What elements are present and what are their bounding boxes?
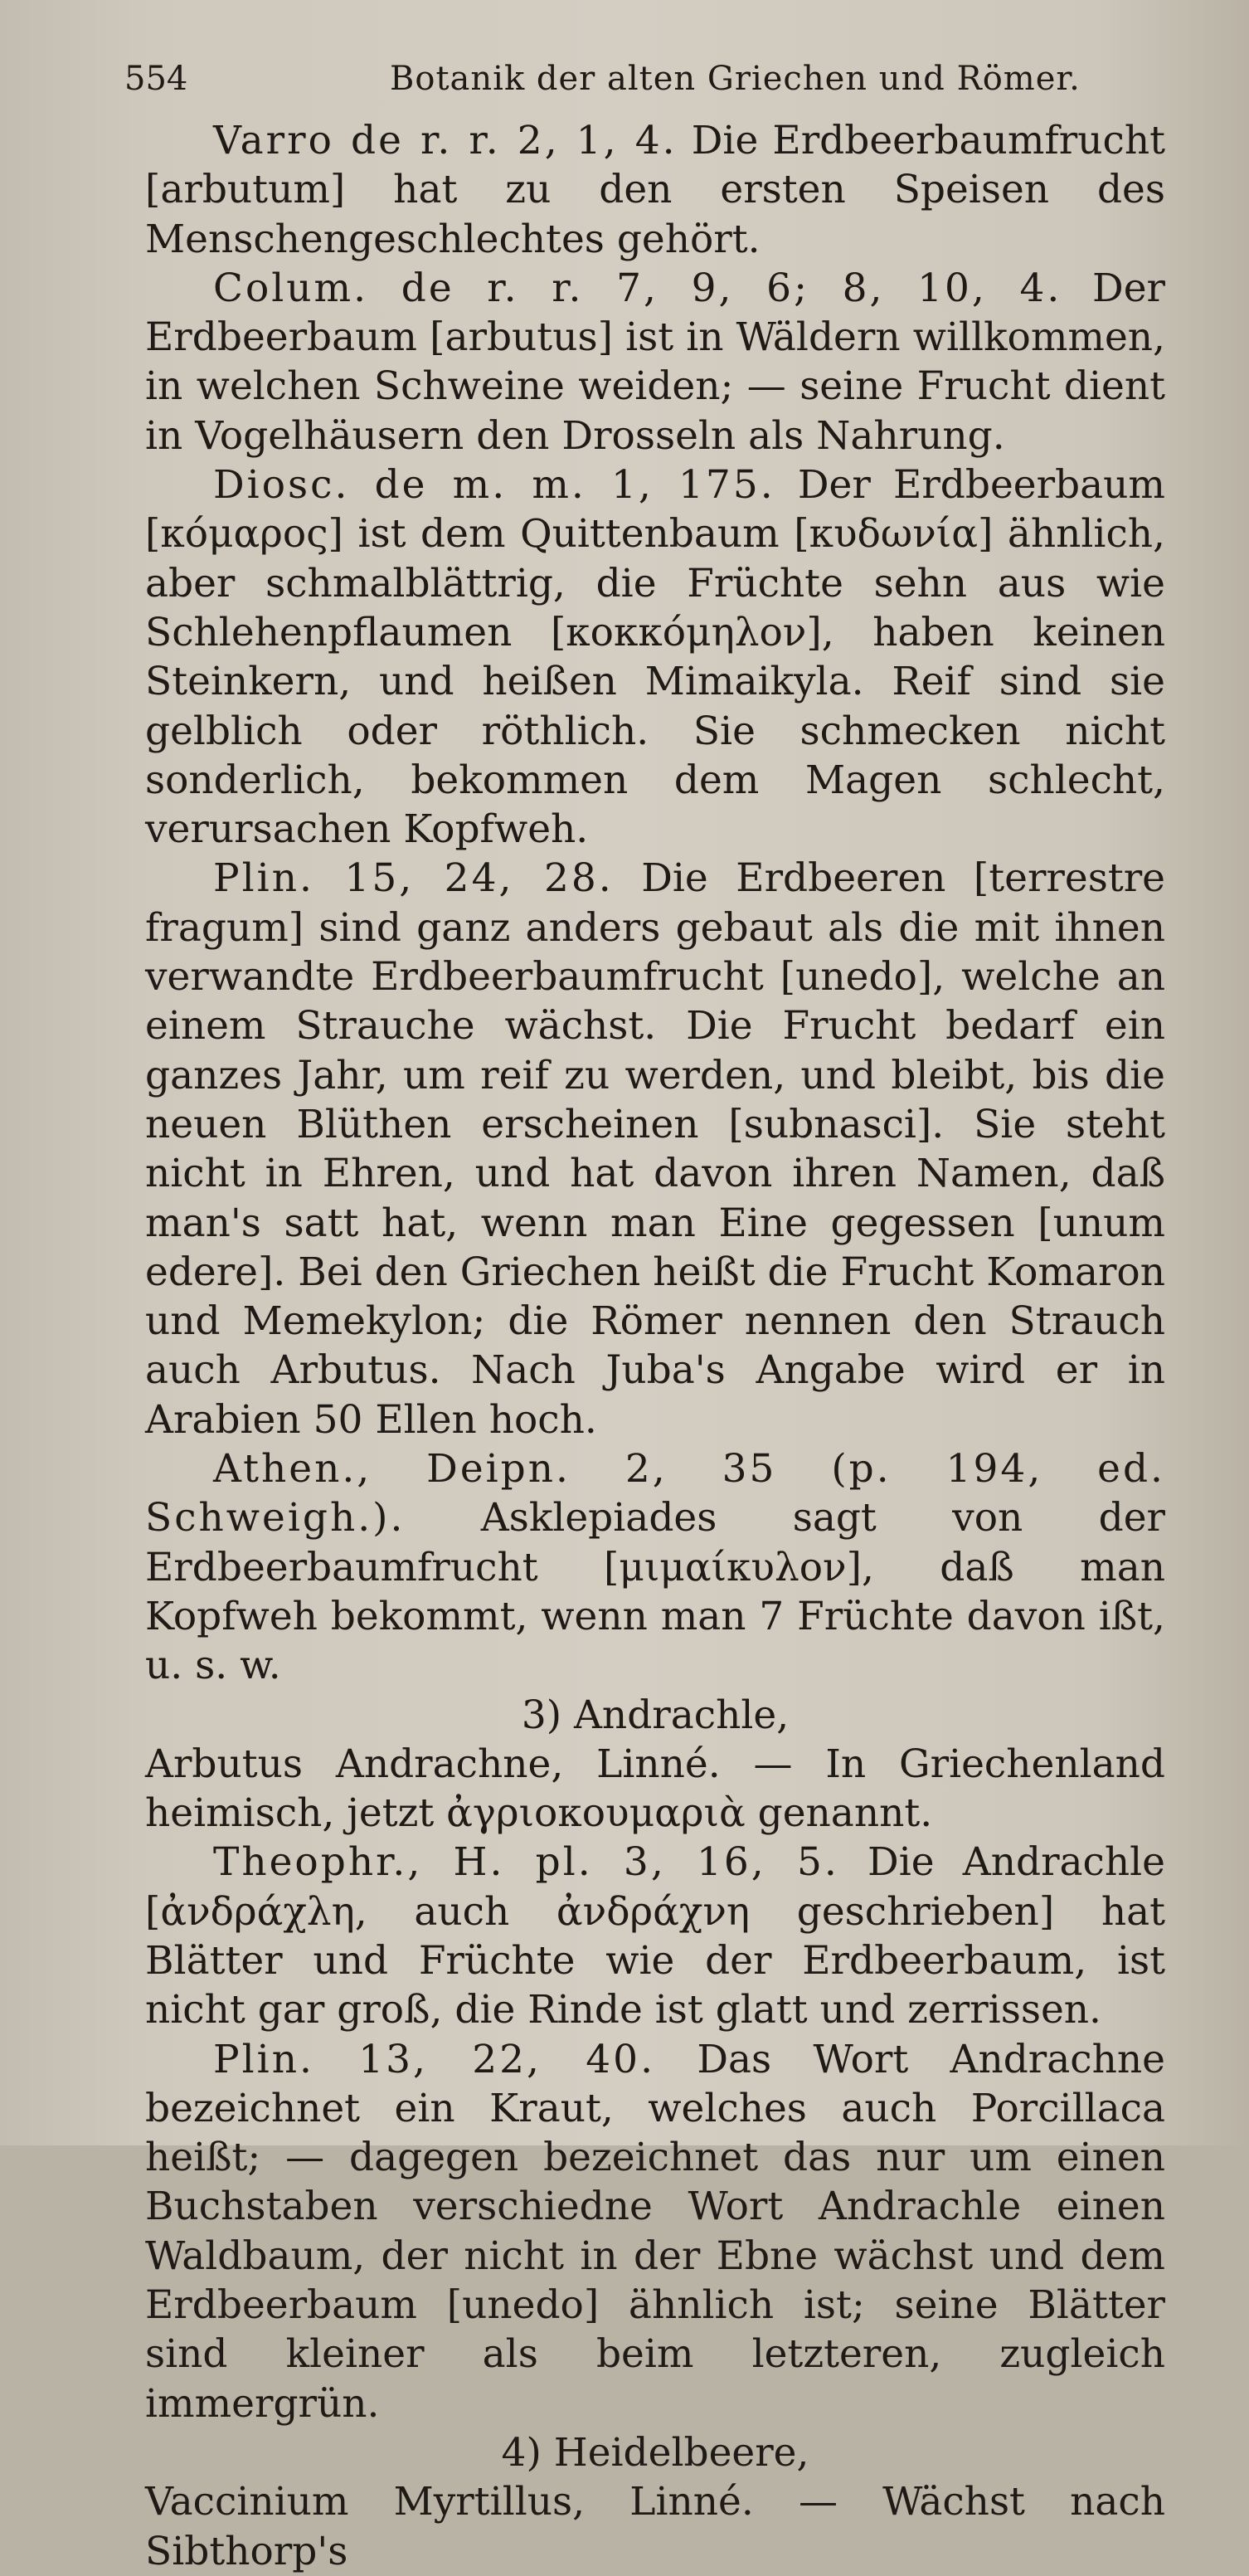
section-intro-heidelbeere: Vaccinium Myrtillus, Linné. — Wächst nach Sibthorp's bbox=[145, 2479, 1165, 2574]
citation: Athen., Deipn. 2, 35 (p. 194, ed. Schweigh.). bbox=[145, 1446, 1165, 1541]
paragraph-text: Asklepiades sagt von der Erdbeerbaumfrucht [μιμαίκυλον], daß man Kopfweh bekommt, wenn man 7 Früchte davon ißt, u. s. w. bbox=[145, 1495, 1165, 1689]
paragraph-varro bbox=[145, 116, 1165, 264]
paragraph-plin bbox=[145, 854, 1165, 1444]
paragraph-plin-13 bbox=[145, 2035, 1165, 2428]
citation: Colum. de r. r. 7, 9, 6; 8, 10, 4. bbox=[213, 265, 1062, 311]
citation: Diosc. de m. m. 1, 175. bbox=[213, 462, 775, 509]
citation: Plin. 15, 24, 28. bbox=[213, 855, 614, 902]
citation: Plin. 13, 22, 40. bbox=[213, 2036, 656, 2082]
page-body bbox=[145, 116, 1165, 2576]
section-heading-andrachle: 3) Andrachle, bbox=[521, 1692, 790, 1738]
paragraph-text: Die Erdbeeren [terrestre fragum] sind ganz anders gebaut als die mit ihnen verwandte Erdbeerbaumfrucht [unedo], welche an einem Strauche wächst. Die Frucht bedarf ein ganzes Jahr, um reif zu werden, und bleibt, bis die neuen Blüthen erscheinen [subnasci]. Sie steht nicht in Ehren, und hat davon ihren Namen, daß man's satt hat, wenn man Eine gegessen [unum edere]. Bei den Griechen heißt die Frucht Komaron und Memekylon; die Römer nennen den Strauch auch Arbutus. Nach Juba's Angabe wird er in Arabien 50 Ellen hoch. bbox=[145, 855, 1165, 1443]
paragraph-diosc bbox=[145, 460, 1165, 854]
paragraph-text: Der Erdbeerbaum [κόμαρος] ist dem Quittenbaum [κυδωνία] ähnlich, aber schmalblättrig, die Früchte sehn aus wie Schlehenpflaumen [κοκκόμηλον], haben keinen Steinkern, und heißen Mimaikyla. Reif sind sie gelblich oder röthlich. Sie schmecken nicht sonderlich, bekommen dem Magen schlecht, verursachen Kopfweh. bbox=[145, 462, 1165, 853]
paragraph-athen bbox=[145, 1444, 1165, 1690]
paragraph-text: Die Erdbeerbaumfrucht [arbutum] hat zu den ersten Speisen des Menschengeschlechtes gehört. bbox=[145, 118, 1166, 262]
citation: Varro de r. r. 2, 1, 4. bbox=[213, 118, 678, 163]
citation: Theophr., H. pl. 3, 16, 5. bbox=[213, 1839, 839, 1886]
paragraph-text: Die Andrachle [ἀνδράχλη, auch ἀνδράχνη geschrieben] hat Blätter und Früchte wie der Erdbeerbaum, ist nicht gar groß, die Rinde ist glatt und zerrissen. bbox=[145, 1839, 1165, 2033]
paragraph-text: Das Wort Andrachne bezeichnet ein Kraut, welches auch Porcillaca heißt; — dagegen bezeichnet das nur um einen Buchstaben verschiedne Wort Andrachle einen Waldbaum, der nicht in der Ebne wächst und dem Erdbeerbaum [unedo] ähnlich ist; seine Blätter sind kleiner als beim letzteren, zugleich immergrün. bbox=[145, 2036, 1165, 2427]
page-number: 554 bbox=[124, 60, 188, 98]
page-header bbox=[124, 51, 1153, 101]
running-title: Botanik der alten Griechen und Römer. bbox=[390, 60, 1081, 98]
paragraph-colum bbox=[145, 264, 1165, 460]
paragraph-text: Der Erdbeerbaum [arbutus] ist in Wäldern willkommen, in welchen Schweine weiden; — seine Frucht dient in Vogelhäusern den Drosseln als Nahrung. bbox=[145, 265, 1165, 459]
section-heading-heidelbeere: 4) Heidelbeere, bbox=[501, 2429, 809, 2476]
paragraph-theophr bbox=[145, 1838, 1165, 2034]
section-intro-andrachle: Arbutus Andrachne, Linné. — In Griechenland heimisch, jetzt ἀγριοκουμαριὰ genannt. bbox=[145, 1741, 1165, 1837]
